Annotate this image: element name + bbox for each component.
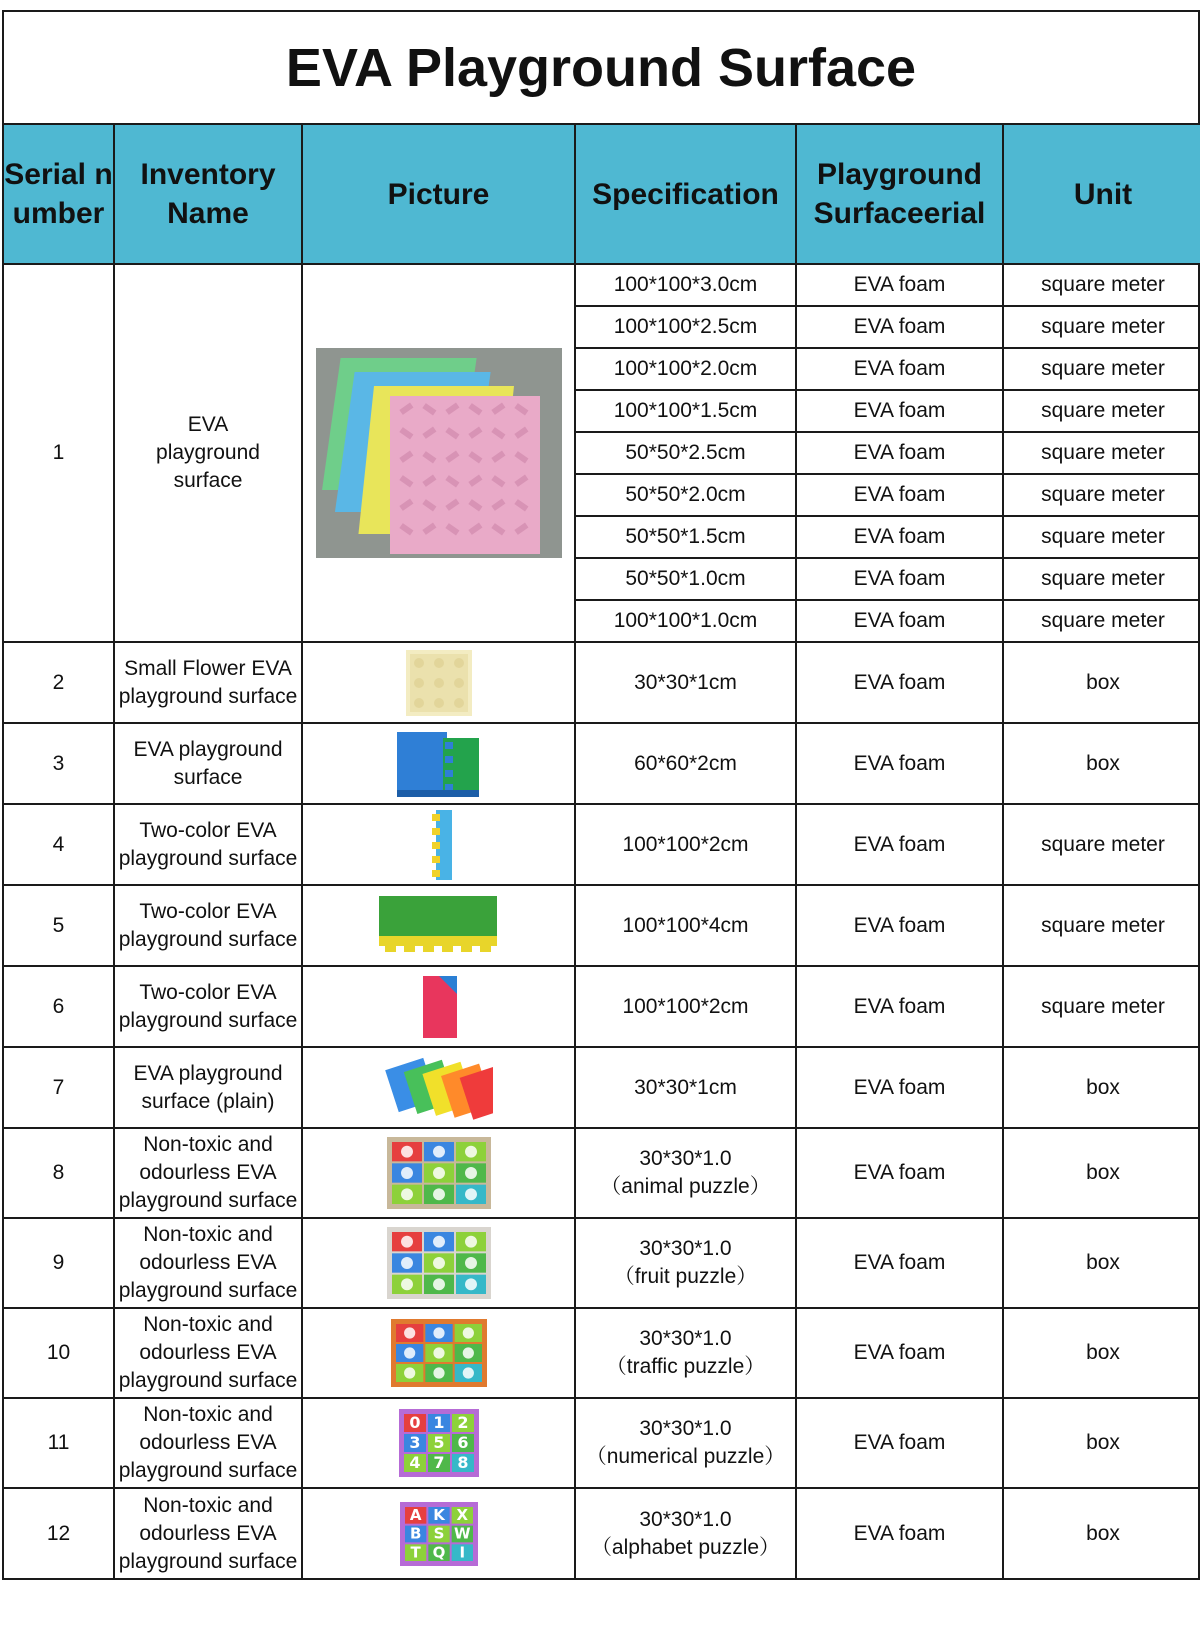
table-row <box>4 1398 1200 1488</box>
material-cell: EVA foam <box>796 723 1003 804</box>
table-header-row <box>4 125 1200 264</box>
spec-cell <box>575 1128 796 1218</box>
unit-cell: square meter <box>1003 804 1200 885</box>
spec-cell: 50*50*2.5cm <box>575 432 796 474</box>
spec-size: 30*30*1.0 <box>639 1147 732 1170</box>
spec-cell: 100*100*1.5cm <box>575 390 796 432</box>
material-cell: EVA foam <box>796 432 1003 474</box>
picture-cell <box>302 885 575 966</box>
table-row <box>4 1308 1200 1398</box>
picture-cell <box>302 966 575 1047</box>
picture-cell <box>302 1128 575 1218</box>
spec-cell <box>575 885 796 966</box>
material-cell: EVA foam <box>796 1128 1003 1218</box>
eva-interlocking-mats-photo <box>303 348 574 558</box>
spec-puzzle-type: （animal puzzle） <box>600 1175 771 1198</box>
unit-cell: box <box>1003 723 1200 804</box>
spec-cell <box>575 723 796 804</box>
alphabet-puzzle-photo <box>303 1502 574 1566</box>
picture-cell <box>302 642 575 723</box>
blue-green-mat-photo <box>303 730 574 798</box>
svg-text:Q: Q <box>432 1542 445 1561</box>
svg-text:A: A <box>409 1505 421 1524</box>
header-picture: Picture <box>302 125 575 264</box>
material-cell: EVA foam <box>796 1308 1003 1398</box>
serial-cell: 9 <box>4 1218 114 1308</box>
serial-cell: 12 <box>4 1488 114 1578</box>
spec-cell: 50*50*1.5cm <box>575 516 796 558</box>
unit-cell: square meter <box>1003 885 1200 966</box>
table-row <box>4 885 1200 966</box>
spec-size: 60*60*2cm <box>634 751 737 775</box>
inventory-name-cell: EVA playground surface (plain) <box>114 1047 302 1128</box>
picture-cell <box>302 1488 575 1578</box>
spec-puzzle-type: （numerical puzzle） <box>585 1445 786 1468</box>
spec-cell: 100*100*2.5cm <box>575 306 796 348</box>
spec-cell <box>575 642 796 723</box>
spec-size: 100*100*2cm <box>622 994 749 1018</box>
animal-puzzle-photo <box>303 1137 574 1209</box>
serial-cell: 2 <box>4 642 114 723</box>
serial-cell: 11 <box>4 1398 114 1488</box>
serial-cell: 4 <box>4 804 114 885</box>
inventory-name-cell: EVA playground surface <box>114 264 302 642</box>
picture-cell <box>302 1398 575 1488</box>
inventory-name-cell: Non-toxic and odourless EVA playground surface <box>114 1488 302 1578</box>
unit-cell: box <box>1003 642 1200 723</box>
inventory-name-cell: Two-color EVA playground surface <box>114 804 302 885</box>
picture-cell <box>302 723 575 804</box>
table-row <box>4 642 1200 723</box>
material-cell: EVA foam <box>796 1398 1003 1488</box>
unit-cell: box <box>1003 1047 1200 1128</box>
spec-size: 100*100*2cm <box>622 832 749 856</box>
spec-cell: 100*100*1.0cm <box>575 600 796 642</box>
picture-cell <box>302 1047 575 1128</box>
product-table <box>4 125 1200 1578</box>
spec-puzzle-type: （fruit puzzle） <box>613 1265 758 1288</box>
table-row <box>4 1128 1200 1218</box>
unit-cell: box <box>1003 1308 1200 1398</box>
material-cell: EVA foam <box>796 1218 1003 1308</box>
unit-cell: square meter <box>1003 348 1200 390</box>
spec-cell <box>575 1488 796 1578</box>
inventory-name-cell: Non-toxic and odourless EVA playground surface <box>114 1218 302 1308</box>
page-title: EVA Playground Surface <box>4 12 1198 125</box>
spec-cell <box>575 1308 796 1398</box>
spec-cell <box>575 804 796 885</box>
svg-text:B: B <box>409 1524 421 1543</box>
svg-text:1: 1 <box>432 1413 445 1432</box>
inventory-name-cell: Non-toxic and odourless EVA playground surface <box>114 1308 302 1398</box>
picture-cell <box>302 1218 575 1308</box>
unit-cell: square meter <box>1003 966 1200 1047</box>
header-inventory: Inventory Name <box>114 125 302 264</box>
serial-cell: 7 <box>4 1047 114 1128</box>
fruit-puzzle-photo <box>303 1227 574 1299</box>
spec-cell <box>575 1218 796 1308</box>
spec-size: 30*30*1.0 <box>639 1507 732 1531</box>
material-cell: EVA foam <box>796 642 1003 723</box>
serial-cell: 3 <box>4 723 114 804</box>
svg-text:T: T <box>410 1542 421 1561</box>
table-row <box>4 966 1200 1047</box>
svg-text:3: 3 <box>408 1433 421 1452</box>
table-row <box>4 723 1200 804</box>
serial-cell: 5 <box>4 885 114 966</box>
inventory-name-cell: Two-color EVA playground surface <box>114 966 302 1047</box>
inventory-name-cell: Non-toxic and odourless EVA playground surface <box>114 1128 302 1218</box>
spec-cell <box>575 1398 796 1488</box>
svg-text:K: K <box>432 1505 445 1524</box>
material-cell: EVA foam <box>796 516 1003 558</box>
svg-text:W: W <box>453 1524 471 1543</box>
header-serial: Serial number <box>4 125 114 264</box>
table-row <box>4 1488 1200 1578</box>
inventory-name-cell: Non-toxic and odourless EVA playground surface <box>114 1398 302 1488</box>
serial-cell: 10 <box>4 1308 114 1398</box>
plain-colored-mats-photo <box>303 1053 574 1123</box>
material-cell: EVA foam <box>796 390 1003 432</box>
svg-text:7: 7 <box>432 1453 445 1472</box>
spec-cell: 100*100*2.0cm <box>575 348 796 390</box>
table-row <box>4 1218 1200 1308</box>
svg-text:0: 0 <box>408 1413 421 1432</box>
spec-cell: 50*50*1.0cm <box>575 558 796 600</box>
spec-puzzle-type: （alphabet puzzle） <box>590 1535 781 1559</box>
product-table-sheet <box>2 10 1200 1580</box>
svg-text:S: S <box>433 1524 444 1543</box>
spec-cell <box>575 966 796 1047</box>
unit-cell: square meter <box>1003 474 1200 516</box>
unit-cell: box <box>1003 1398 1200 1488</box>
table-body <box>4 264 1200 1578</box>
unit-cell: square meter <box>1003 390 1200 432</box>
material-cell: EVA foam <box>796 1047 1003 1128</box>
spec-size: 30*30*1.0 <box>639 1327 732 1350</box>
svg-text:I: I <box>459 1542 465 1561</box>
unit-cell: square meter <box>1003 516 1200 558</box>
table-row <box>4 804 1200 885</box>
spec-size: 30*30*1cm <box>634 670 737 694</box>
material-cell: EVA foam <box>796 804 1003 885</box>
unit-cell: square meter <box>1003 264 1200 306</box>
svg-text:2: 2 <box>456 1413 469 1432</box>
spec-cell: 100*100*3.0cm <box>575 264 796 306</box>
unit-cell: square meter <box>1003 306 1200 348</box>
header-unit: Unit <box>1003 125 1200 264</box>
unit-cell: box <box>1003 1488 1200 1578</box>
inventory-name-cell: Small Flower EVA playground surface <box>114 642 302 723</box>
material-cell: EVA foam <box>796 474 1003 516</box>
header-material: Playground Surfaceerial <box>796 125 1003 264</box>
unit-cell: box <box>1003 1128 1200 1218</box>
spec-size: 100*100*4cm <box>622 913 749 937</box>
svg-text:8: 8 <box>456 1453 469 1472</box>
spec-size: 30*30*1.0 <box>639 1237 732 1260</box>
unit-cell: square meter <box>1003 558 1200 600</box>
material-cell: EVA foam <box>796 306 1003 348</box>
spec-size: 30*30*1.0 <box>639 1417 732 1440</box>
two-color-mat-edge-photo <box>303 810 574 880</box>
material-cell: EVA foam <box>796 1488 1003 1578</box>
picture-cell <box>302 1308 575 1398</box>
table-row <box>4 1047 1200 1128</box>
traffic-puzzle-photo <box>303 1319 574 1387</box>
spec-puzzle-type: （traffic puzzle） <box>605 1355 766 1378</box>
material-cell: EVA foam <box>796 966 1003 1047</box>
svg-text:X: X <box>456 1505 468 1524</box>
serial-cell: 8 <box>4 1128 114 1218</box>
table-row <box>4 264 1200 306</box>
material-cell: EVA foam <box>796 600 1003 642</box>
inventory-name-cell: Two-color EVA playground surface <box>114 885 302 966</box>
spec-size: 30*30*1cm <box>634 1075 737 1099</box>
svg-text:6: 6 <box>456 1433 469 1452</box>
spec-cell <box>575 1047 796 1128</box>
flower-mat-photo <box>303 650 574 716</box>
picture-cell <box>302 264 575 642</box>
material-cell: EVA foam <box>796 885 1003 966</box>
unit-cell: box <box>1003 1218 1200 1308</box>
header-specification: Specification <box>575 125 796 264</box>
unit-cell: square meter <box>1003 600 1200 642</box>
inventory-name-cell: EVA playground surface <box>114 723 302 804</box>
material-cell: EVA foam <box>796 558 1003 600</box>
picture-cell <box>302 804 575 885</box>
unit-cell: square meter <box>1003 432 1200 474</box>
serial-cell: 6 <box>4 966 114 1047</box>
serial-cell: 1 <box>4 264 114 642</box>
svg-text:5: 5 <box>432 1433 445 1452</box>
numerical-puzzle-photo <box>303 1409 574 1477</box>
green-yellow-mat-photo <box>303 892 574 960</box>
material-cell: EVA foam <box>796 348 1003 390</box>
spec-cell: 50*50*2.0cm <box>575 474 796 516</box>
material-cell: EVA foam <box>796 264 1003 306</box>
red-blue-mat-photo <box>303 972 574 1042</box>
svg-text:4: 4 <box>408 1453 421 1472</box>
